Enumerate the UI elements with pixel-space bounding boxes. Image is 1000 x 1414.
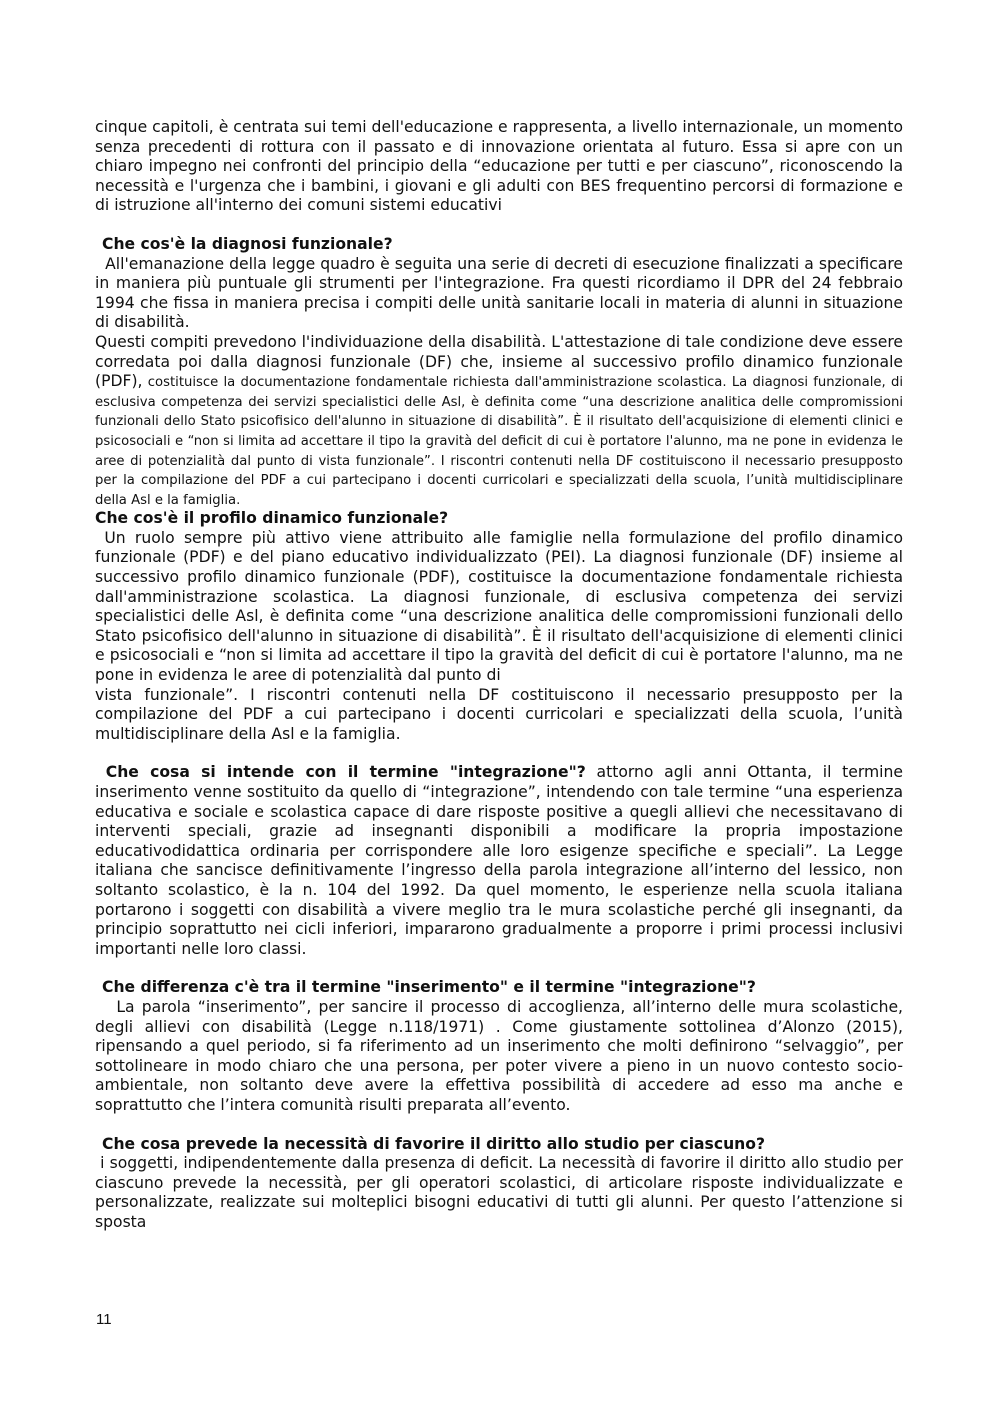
text-run: Un ruolo sempre più attivo viene attribuito alle famiglie nella formulazione del profilo dinamico funzionale (PDF) e del piano educativo individualizzato (PEI). La diagnosi funzionale (DF) insieme al successivo profilo dinamico funzionale (PDF), costituisce la documentazione fondamentale richiesta dall'amministrazione scolastica. La diagnosi funzionale, di esclusiva competenza dei servizi specialistici delle Asl, è definita come “una descrizione analitica delle compromissioni funzionali dello Stato psicofisico dell'alunno in situazione di disabilità”. È il risultato dell'acquisizione di elementi clinici e psicosociali e “non si limita ad accettare il tipo la gravità del deficit di cui è portatore l'alunno, ma ne pone in evidenza le aree di potenzialità dal punto di	[95, 528, 903, 685]
paragraph-differenza	[95, 998, 903, 1116]
heading-diagnosi-funzionale: Che cos'è la diagnosi funzionale?	[102, 234, 393, 253]
heading-profilo-dinamico: Che cos'è il profilo dinamico funzionale?	[95, 509, 449, 528]
spacer	[95, 744, 903, 763]
text-run: i soggetti, indipendentemente dalla presenza di deficit. La necessità di favorire il diritto allo studio per ciascuno prevede la necessità, per gli operatori scolastici, di articolare risposte individualizzate e personalizzate, realizzate sui molteplici bisogni educativi di tutti gli alunni. Per questo l’attenzione si sposta	[95, 1154, 903, 1231]
paragraph-profilo-2: vista funzionale”. I riscontri contenuti nella DF costituiscono il necessario presupposto per la compilazione del PDF a cui partecipano i docenti curricolari e specializzati della scuola, l’unità multidisciplinare della Asl e la famiglia.	[95, 685, 903, 743]
text-run: All'emanazione della legge quadro è seguita una serie di decreti di esecuzione finalizzati a specificare in maniera più puntuale gli strumenti per l'integrazione. Fra questi ricordiamo il DPR del 24 febbraio 1994 che fissa in maniera precisa i compiti delle unità sanitarie locali in materia di alunni in situazione di disabilità.	[95, 254, 904, 332]
intro-paragraph: cinque capitoli, è centrata sui temi dell'educazione e rappresenta, a livello internazionale, un momento senza precedenti di rottura con il passato e di innovazione orientata al futuro. Essa si apre con un chiaro impegno nei confronti del principio della “educazione per tutti e per ciascuno”, riconoscendo la necessità e l'urgenza che i bambini, i giovani e gli adulti con BES frequentino percorsi di formazione e di istruzione all'interno dei comuni sistemi educativi	[95, 118, 903, 215]
heading-differenza: Che differenza c'è tra il termine "inserimento" e il termine "integrazione"?	[102, 978, 756, 997]
paragraph-profilo-1	[95, 529, 903, 686]
paragraph-diagnosi-2	[95, 333, 903, 509]
paragraph-integrazione	[95, 763, 903, 959]
page-number: 11	[96, 1311, 112, 1328]
text-run: La parola “inserimento”, per sancire il processo di accoglienza, all’interno delle mura scolastiche, degli allievi con disabilità (Legge n.118/1971) . Come giustamente sottolinea d’Alonzo (2015), ripensando a quel periodo, si fa riferimento ad un inserimento che molti definirono “selvaggio”, per sottolineare in modo chiaro che una persona, per poter vivere a pieno in un nuovo contesto socio-ambientale, non soltanto deve avere la effettiva possibilità di accedere ad esso ma anche e soprattutto che l’intera comunità risulti preparata all’evento.	[95, 997, 903, 1114]
heading-integrazione: Che cosa si intende con il termine "integrazione"?	[105, 763, 586, 782]
paragraph-diagnosi-1	[95, 255, 903, 333]
heading-diritto-studio: Che cosa prevede la necessità di favorire il diritto allo studio per ciascuno?	[102, 1134, 766, 1153]
page-content	[95, 118, 903, 1232]
text-run: attorno agli anni Ottanta, il termine inserimento venne sostituito da quello di “integrazione”, intendendo con tale termine “una esperienza educativa e sociale e scolastica capace di dare risposte positive a quegli allievi che necessitavano di interventi speciali, grazie ad insegnanti disponibili a modificare la propria impostazione educativodidattica ordinaria per corrispondere alle loro esigenze specifiche e speciali”. La Legge italiana che sancisce definitivamente l’ingresso della parola integrazione all’interno del lessico, non soltanto scolastico, è la n. 104 del 1992. Da quel momento, le esperienze nella scuola italiana portarono i soggetti con disabilità a vivere meglio tra le mura scolastiche perché gli insegnanti, da principio soprattutto nei cicli inferiori, impararono gradualmente a proporre i primi processi inclusivi importanti nelle loro classi.	[95, 763, 903, 958]
spacer	[95, 216, 903, 235]
spacer	[95, 959, 903, 978]
paragraph-diritto-studio	[95, 1154, 903, 1232]
spacer	[95, 1116, 903, 1135]
text-run-small: costituisce la documentazione fondamentale richiesta dall'amministrazione scolastica. La diagnosi funzionale, di esclusiva competenza dei servizi specialistici delle Asl, è definita come “una descrizione analitica delle compromissioni funzionali dello Stato psicofisico dell'alunno in situazione di disabilità”. È il risultato dell'acquisizione di elementi clinici e psicosociali e “non si limita ad accettare il tipo la gravità del deficit di cui è portatore l'alunno, ma ne pone in evidenza le aree di potenzialità dal punto di vista funzionale”. I riscontri contenuti nella DF costituiscono il necessario presupposto per la compilazione del PDF a cui partecipano i docenti curricolari e specializzati della scuola, l’unità multidisciplinare della Asl e la famiglia.	[95, 375, 903, 508]
text-run: Questi compiti prevedono l'individuazione della disabilità. L'attestazione di tale condizione deve essere corredata poi dalla diagnosi funzionale (DF) che, insieme al successivo profilo dinamico funzionale (PDF),	[95, 332, 903, 391]
